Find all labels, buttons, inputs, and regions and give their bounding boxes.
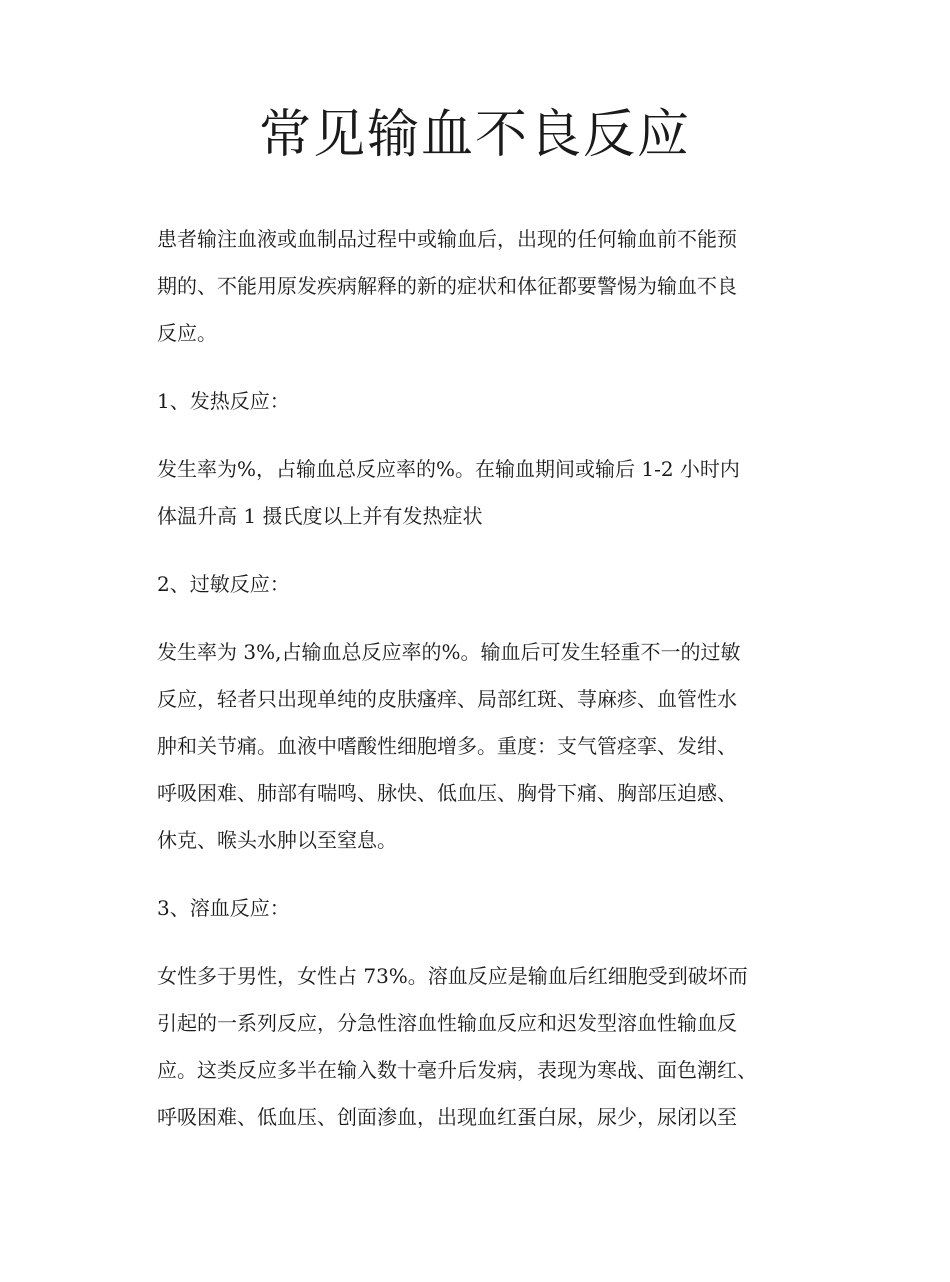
- text-line: 引起的一系列反应，分急性溶血性输血反应和迟发型溶血性输血反: [157, 1011, 737, 1035]
- text-line: 反应。: [157, 321, 217, 345]
- text-line: 体温升高 1 摄氏度以上并有发热症状: [157, 504, 483, 528]
- section-heading: 1、发热反应：: [157, 389, 290, 413]
- page-title: 常见输血不良反应: [258, 105, 691, 165]
- intro-paragraph: [157, 216, 797, 357]
- text-line: 发生率为%，占输血总反应率的%。在输血期间或输后 1-2 小时内: [157, 457, 740, 481]
- text-line: 呼吸困难、肺部有喘鸣、脉快、低血压、胸骨下痛、胸部压迫感、: [157, 781, 737, 805]
- section-allergy: [157, 561, 797, 864]
- text-line: 反应，轻者只出现单纯的皮肤瘙痒、局部红斑、荨麻疹、血管性水: [157, 687, 737, 711]
- text-line: 呼吸困难、低血压、创面渗血，出现血红蛋白尿，尿少，尿闭以至: [157, 1105, 737, 1129]
- section-heading: 2、过敏反应：: [157, 572, 290, 596]
- text-line: 女性多于男性，女性占 73%。溶血反应是输血后红细胞受到破坏而: [157, 964, 748, 988]
- text-line: 应。这类反应多半在输入数十毫升后发病，表现为寒战、面色潮红、: [157, 1058, 757, 1082]
- text-line: 患者输注血液或血制品过程中或输血后，出现的任何输血前不能预: [157, 227, 737, 251]
- text-line: 肿和关节痛。血液中嗜酸性细胞增多。重度：支气管痉挛、发绀、: [157, 734, 737, 758]
- section-heading: 3、溶血反应：: [157, 896, 290, 920]
- text-line: 休克、喉头水肿以至窒息。: [157, 828, 397, 852]
- text-line: 期的、不能用原发疾病解释的新的症状和体征都要警惕为输血不良: [157, 274, 737, 298]
- text-line: 发生率为 3%,占输血总反应率的%。输血后可发生轻重不一的过敏: [157, 640, 741, 664]
- section-fever: [157, 378, 797, 540]
- section-hemolysis: [157, 885, 797, 1141]
- document-body: [157, 216, 797, 1141]
